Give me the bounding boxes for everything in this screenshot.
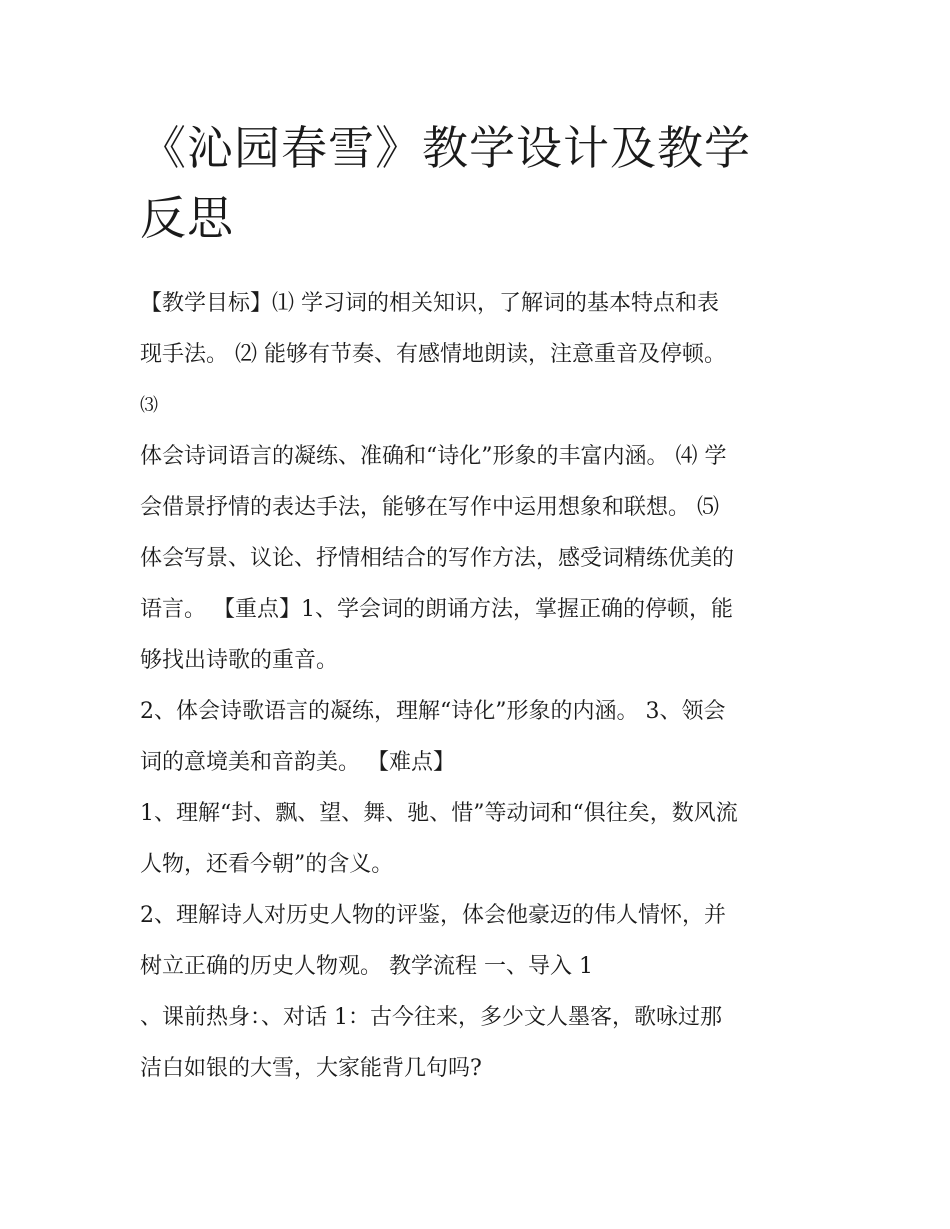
body-line: 、课前热身：、对话 1：古今往来，多少文人墨客，歌咏过那: [140, 1005, 722, 1030]
body-line: 现手法。 ⑵ 能够有节奏、有感情地朗读，注意重音及停顿。: [140, 342, 726, 367]
body-line: 会借景抒情的表达手法，能够在写作中运用想象和联想。 ⑸: [140, 495, 719, 520]
body-line: 洁白如银的大雪，大家能背几句吗?: [140, 1056, 482, 1081]
body-line: 体会诗词语言的凝练、准确和“诗化”形象的丰富内涵。 ⑷ 学: [140, 444, 727, 469]
body-line-teaching-flow: 树立正确的历史人物观。 教学流程 一、导入 1: [140, 954, 593, 979]
body-line-key-points: 语言。 【重点】1、学会词的朗诵方法，掌握正确的停顿，能: [140, 597, 733, 622]
title-line: 反思: [140, 191, 234, 245]
body-line: 2、体会诗歌语言的凝练，理解“诗化”形象的内涵。 3、领会: [140, 699, 726, 724]
body-line: 人物，还看今朝”的含义。: [140, 852, 394, 877]
body-line-teaching-goals: 【教学目标】⑴ 学习词的相关知识，了解词的基本特点和表: [140, 291, 719, 316]
body-line: 体会写景、议论、抒情相结合的写作方法，感受词精练优美的: [140, 546, 735, 571]
title-line: 《沁园春雪》教学设计及教学: [140, 121, 751, 175]
body-line: 2、理解诗人对历史人物的评鉴，体会他豪迈的伟人情怀，并: [140, 903, 726, 928]
body-line: 够找出诗歌的重音。: [140, 648, 339, 673]
body-line: ⑶: [140, 395, 158, 416]
body-line: 1、理解“封、飘、望、舞、驰、惜”等动词和“俱往矣，数风流: [140, 801, 738, 826]
document-title: [140, 113, 840, 253]
document-body: [140, 278, 820, 1094]
body-line-difficulties: 词的意境美和音韵美。 【难点】: [140, 750, 455, 775]
